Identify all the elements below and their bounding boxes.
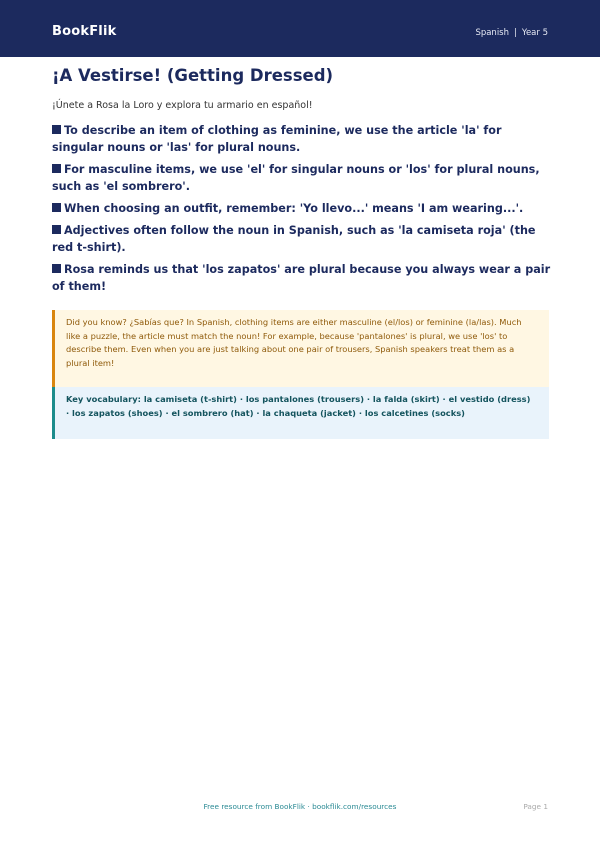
- list-item: [52, 161, 552, 195]
- square-bullet-icon: [52, 164, 61, 173]
- page-number: Page 1: [523, 802, 548, 811]
- footer-link[interactable]: Free resource from BookFlik · bookflik.com/resources: [203, 802, 397, 811]
- square-bullet-icon: [52, 264, 61, 273]
- square-bullet-icon: [52, 125, 61, 134]
- list-item: [52, 222, 552, 256]
- page-title: ¡A Vestirse! (Getting Dressed): [52, 66, 334, 85]
- key-vocabulary-box: Key vocabulary: la camiseta (t-shirt) · los pantalones (trousers) · la falda (skirt) · el vestido (dress) · los zapatos (shoes) · el sombrero (hat) · la chaqueta (jacket) · los calcetines (socks): [52, 387, 549, 439]
- list-item-text: When choosing an outfit, remember: 'Yo llevo...' means 'I am wearing...'.: [64, 202, 524, 215]
- did-you-know-box: Did you know? ¿Sabías que? In Spanish, clothing items are either masculine (el/los) or feminine (la/las). Much like a puzzle, the article must match the noun! For example, because 'pantalones' is plural, we use 'los' to describe them. Even when you are just talking about one pair of trousers, Spanish speakers treat them as a plural item!: [52, 310, 549, 387]
- list-item-text: To describe an item of clothing as feminine, we use the article 'la' for singular nouns or 'las' for plural nouns.: [52, 124, 502, 154]
- header-bar: [0, 0, 600, 57]
- list-item-text: Adjectives often follow the noun in Spanish, such as 'la camiseta roja' (the red t-shirt).: [52, 224, 536, 254]
- learning-points-list: [52, 122, 552, 300]
- square-bullet-icon: [52, 203, 61, 212]
- year-label: Year 5: [521, 28, 548, 38]
- subject-label: Spanish: [475, 28, 510, 38]
- breadcrumb-separator: |: [514, 28, 517, 38]
- list-item-text: For masculine items, we use 'el' for singular nouns or 'los' for plural nouns, such as 'el sombrero'.: [52, 163, 540, 193]
- list-item: [52, 261, 552, 295]
- breadcrumb: [475, 28, 548, 38]
- page-subtitle: ¡Únete a Rosa la Loro y explora tu armario en español!: [52, 100, 313, 111]
- brand-logo[interactable]: BookFlik: [52, 24, 117, 39]
- list-item-text: Rosa reminds us that 'los zapatos' are plural because you always wear a pair of them!: [52, 263, 551, 293]
- square-bullet-icon: [52, 225, 61, 234]
- list-item: [52, 200, 552, 217]
- list-item: [52, 122, 552, 156]
